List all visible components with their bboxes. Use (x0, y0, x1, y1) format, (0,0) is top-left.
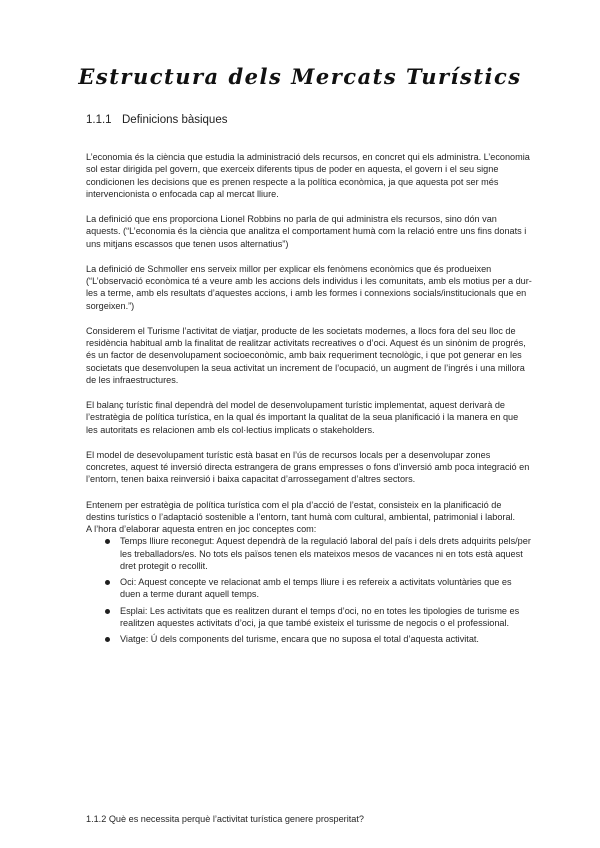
next-section-heading: 1.1.2 Què es necessita perquè l’activitat turística genere prosperitat? (86, 814, 364, 824)
list-item-text: Esplai: Les activitats que es realitzen durant el temps d’oci, no en totes les tipologies de turisme es realitzen aquestes activitats d’oci, ja que també existeix el turissme de negocis o el professional. (120, 605, 520, 628)
paragraph-economy: L’economia és la ciència que estudia la administració dels recursos, en concret qui els administra. L’economia sol estar dirigida pel govern, que exerceix diferents tipus de poder en aquesta, el govern i el seu signe condicionen les decisions que es prenen respecte a la política econòmica, ja que aquesta pot ser més intervencionista o enfocada cap al mercat lliure. (86, 152, 530, 199)
list-item-text: Oci: Aquest concepte ve relacionat amb el temps lliure i es refereix a activitats voluntàries que es duen a terme durant aquell temps. (120, 577, 512, 600)
list-item (86, 535, 532, 572)
document-title: Estructura dels Mercats Turístics (78, 64, 522, 89)
bullet-icon (105, 637, 110, 642)
bullet-icon (105, 539, 110, 544)
paragraph-model: El model de desevolupament turístic està basat en l’ús de recursos locals per a desenvolupar zones concretes, aquest té inversió directa estrangera de grans empresses o fons d’inversió amb poca integració en l’entorn, tenen baixa reinversió i baixa capacitat d’arrossegament d’altres sectors. (86, 449, 530, 485)
bullet-icon (105, 609, 110, 614)
section-number: 1.1.1 (86, 114, 112, 126)
paragraph-strategy: Entenem per estratègia de política turística com el pla d’acció de l’estat, consisteix en la planificació de destins turístics o l’adaptació sostenible a l’entorn, tant humà com cultural, ambiental, patrimonial i laboral. (86, 499, 516, 522)
list-intro: A l’hora d’elaborar aquesta entren en joc conceptes com: (86, 524, 317, 534)
list-item (86, 633, 532, 645)
section-heading (86, 114, 227, 126)
paragraph-tourism: Considerem el Turisme l’activitat de viatjar, producte de les societats modernes, a llocs fora del seu lloc de residència habitual amb la finalitat de realitzar activitats recreatives o d’oci. Aquest és un sinònim de progrés, és un factor de desenvolupament socioeconòmic, amb baix requeriment tecnològic, i que pot generar en les societats que desenvolupen la seua activitat un increment de l’ocupació, un augment de l’ingrés i una millora de les infraestructures. (86, 325, 526, 385)
list-item (86, 605, 532, 630)
list-item-text: Viatge: Ú dels components del turisme, encara que no suposa el total d’aquesta activitat. (120, 634, 479, 644)
paragraph-schmoller: La definició de Schmoller ens serveix millor per explicar els fenòmens econòmics que és produeixen (“L’observació econòmica té a veure amb les accions dels individus i les comunitats, amb els motius per a dur-les a terme, amb els resultats d’aquestes accions, i amb les formes i connexions socials/institucionals que en sorgeixen.”) (86, 263, 532, 311)
list-item (86, 576, 532, 601)
body-text (86, 151, 532, 649)
bullet-icon (105, 580, 110, 585)
concept-list (86, 535, 532, 645)
section-label: Definicions bàsiques (122, 114, 228, 126)
paragraph-balance: El balanç turístic final dependrà del model de desenvolupament turístic implementat, aquest derivarà de l’estratègia de política turística, en la qual és important la qualitat de la seua planificació i la manera en que les autoritats es relacionen amb els col·lectius implicats o stakeholders. (86, 400, 519, 435)
list-item-text: Temps lliure reconegut: Aquest dependrà de la regulació laboral del país i dels drets adquirits pels/per les treballadors/es. No tots els països tenen els mateixos mesos de vacances ni en tots està aquest dret protegit o recollit. (120, 536, 531, 571)
paragraph-robbins: La definició que ens proporciona Lionel Robbins no parla de qui administra els recursos, sino dón van aquests. (“L’economia és la ciència que analitza el comportament humà com la relació entre uns fins donats i uns mitjans escassos que tenen usos alternatius”) (86, 214, 527, 249)
